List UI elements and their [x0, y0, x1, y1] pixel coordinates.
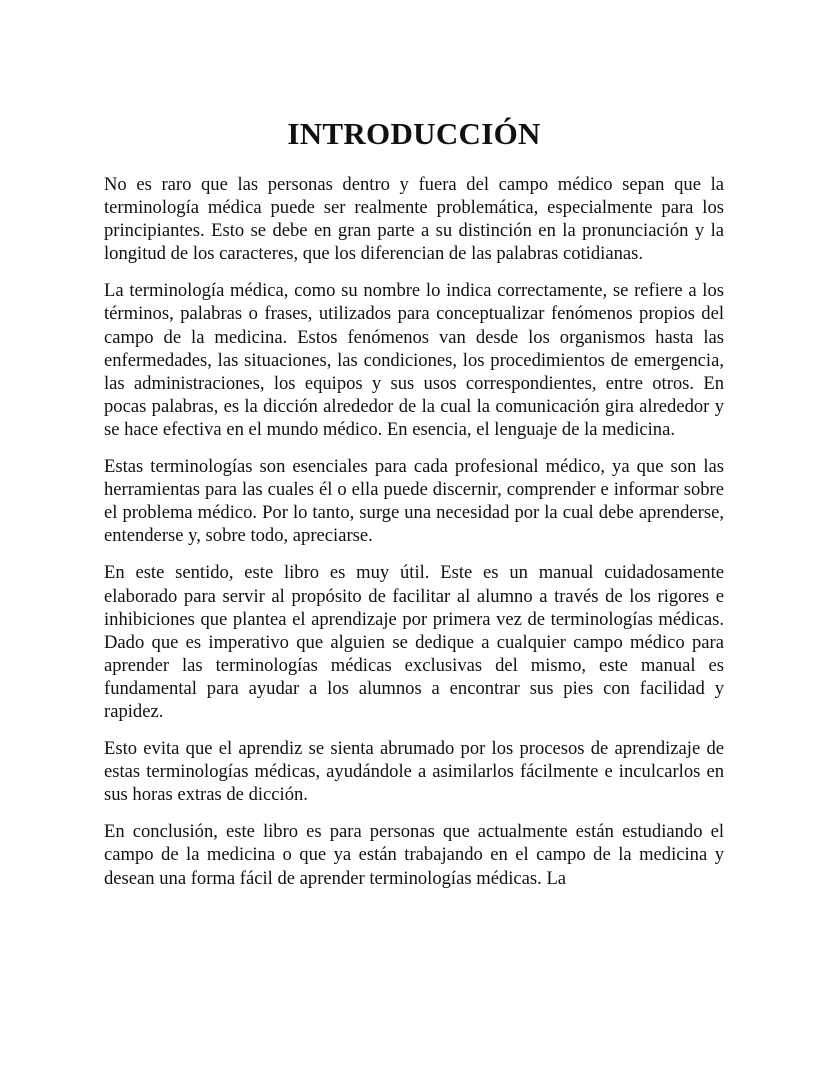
page-content: [104, 112, 724, 904]
paragraph-3: Estas terminologías son esenciales para cada profesional médico, ya que son las herramientas para las cuales él o ella puede discernir, comprender e informar sobre el problema médico. Por lo tanto, surge una necesidad por la cual debe aprenderse, entenderse y, sobre todo, apreciarse.: [104, 456, 724, 547]
paragraph-5: Esto evita que el aprendiz se sienta abrumado por los procesos de aprendizaje de estas terminologías médicas, ayudándole a asimilarlos fácilmente e inculcarlos en sus horas extras de dicción.: [104, 738, 724, 806]
paragraph-6: En conclusión, este libro es para personas que actualmente están estudiando el campo de la medicina o que ya están trabajando en el campo de la medicina y desean una forma fácil de aprender terminologías médicas. La: [104, 821, 724, 889]
page-title: INTRODUCCIÓN: [287, 116, 541, 151]
paragraph-2: La terminología médica, como su nombre lo indica correctamente, se refiere a los términos, palabras o frases, utilizados para conceptualizar fenómenos propios del campo de la medicina. Estos fenómenos van desde los organismos hasta las enfermedades, las situaciones, las condiciones, los procedimientos de emergencia, las administraciones, los equipos y sus usos correspondientes, entre otros. En pocas palabras, es la dicción alrededor de la cual la comunicación gira alrededor y se hace efectiva en el mundo médico. En esencia, el lenguaje de la medicina.: [104, 280, 724, 440]
paragraph-1: No es raro que las personas dentro y fuera del campo médico sepan que la terminología médica puede ser realmente problemática, especialmente para los principiantes. Esto se debe en gran parte a su distinción en la pronunciación y la longitud de los caracteres, que los diferencian de las palabras cotidianas.: [104, 174, 724, 265]
paragraph-4: En este sentido, este libro es muy útil. Este es un manual cuidadosamente elaborado para servir al propósito de facilitar al alumno a través de los rigores e inhibiciones que plantea el aprendizaje por primera vez de terminologías médicas. Dado que es imperativo que alguien se dedique a cualquier campo médico para aprender las terminologías médicas exclusivas del mismo, este manual es fundamental para ayudar a los alumnos a encontrar sus pies con facilidad y rapidez.: [104, 562, 724, 722]
